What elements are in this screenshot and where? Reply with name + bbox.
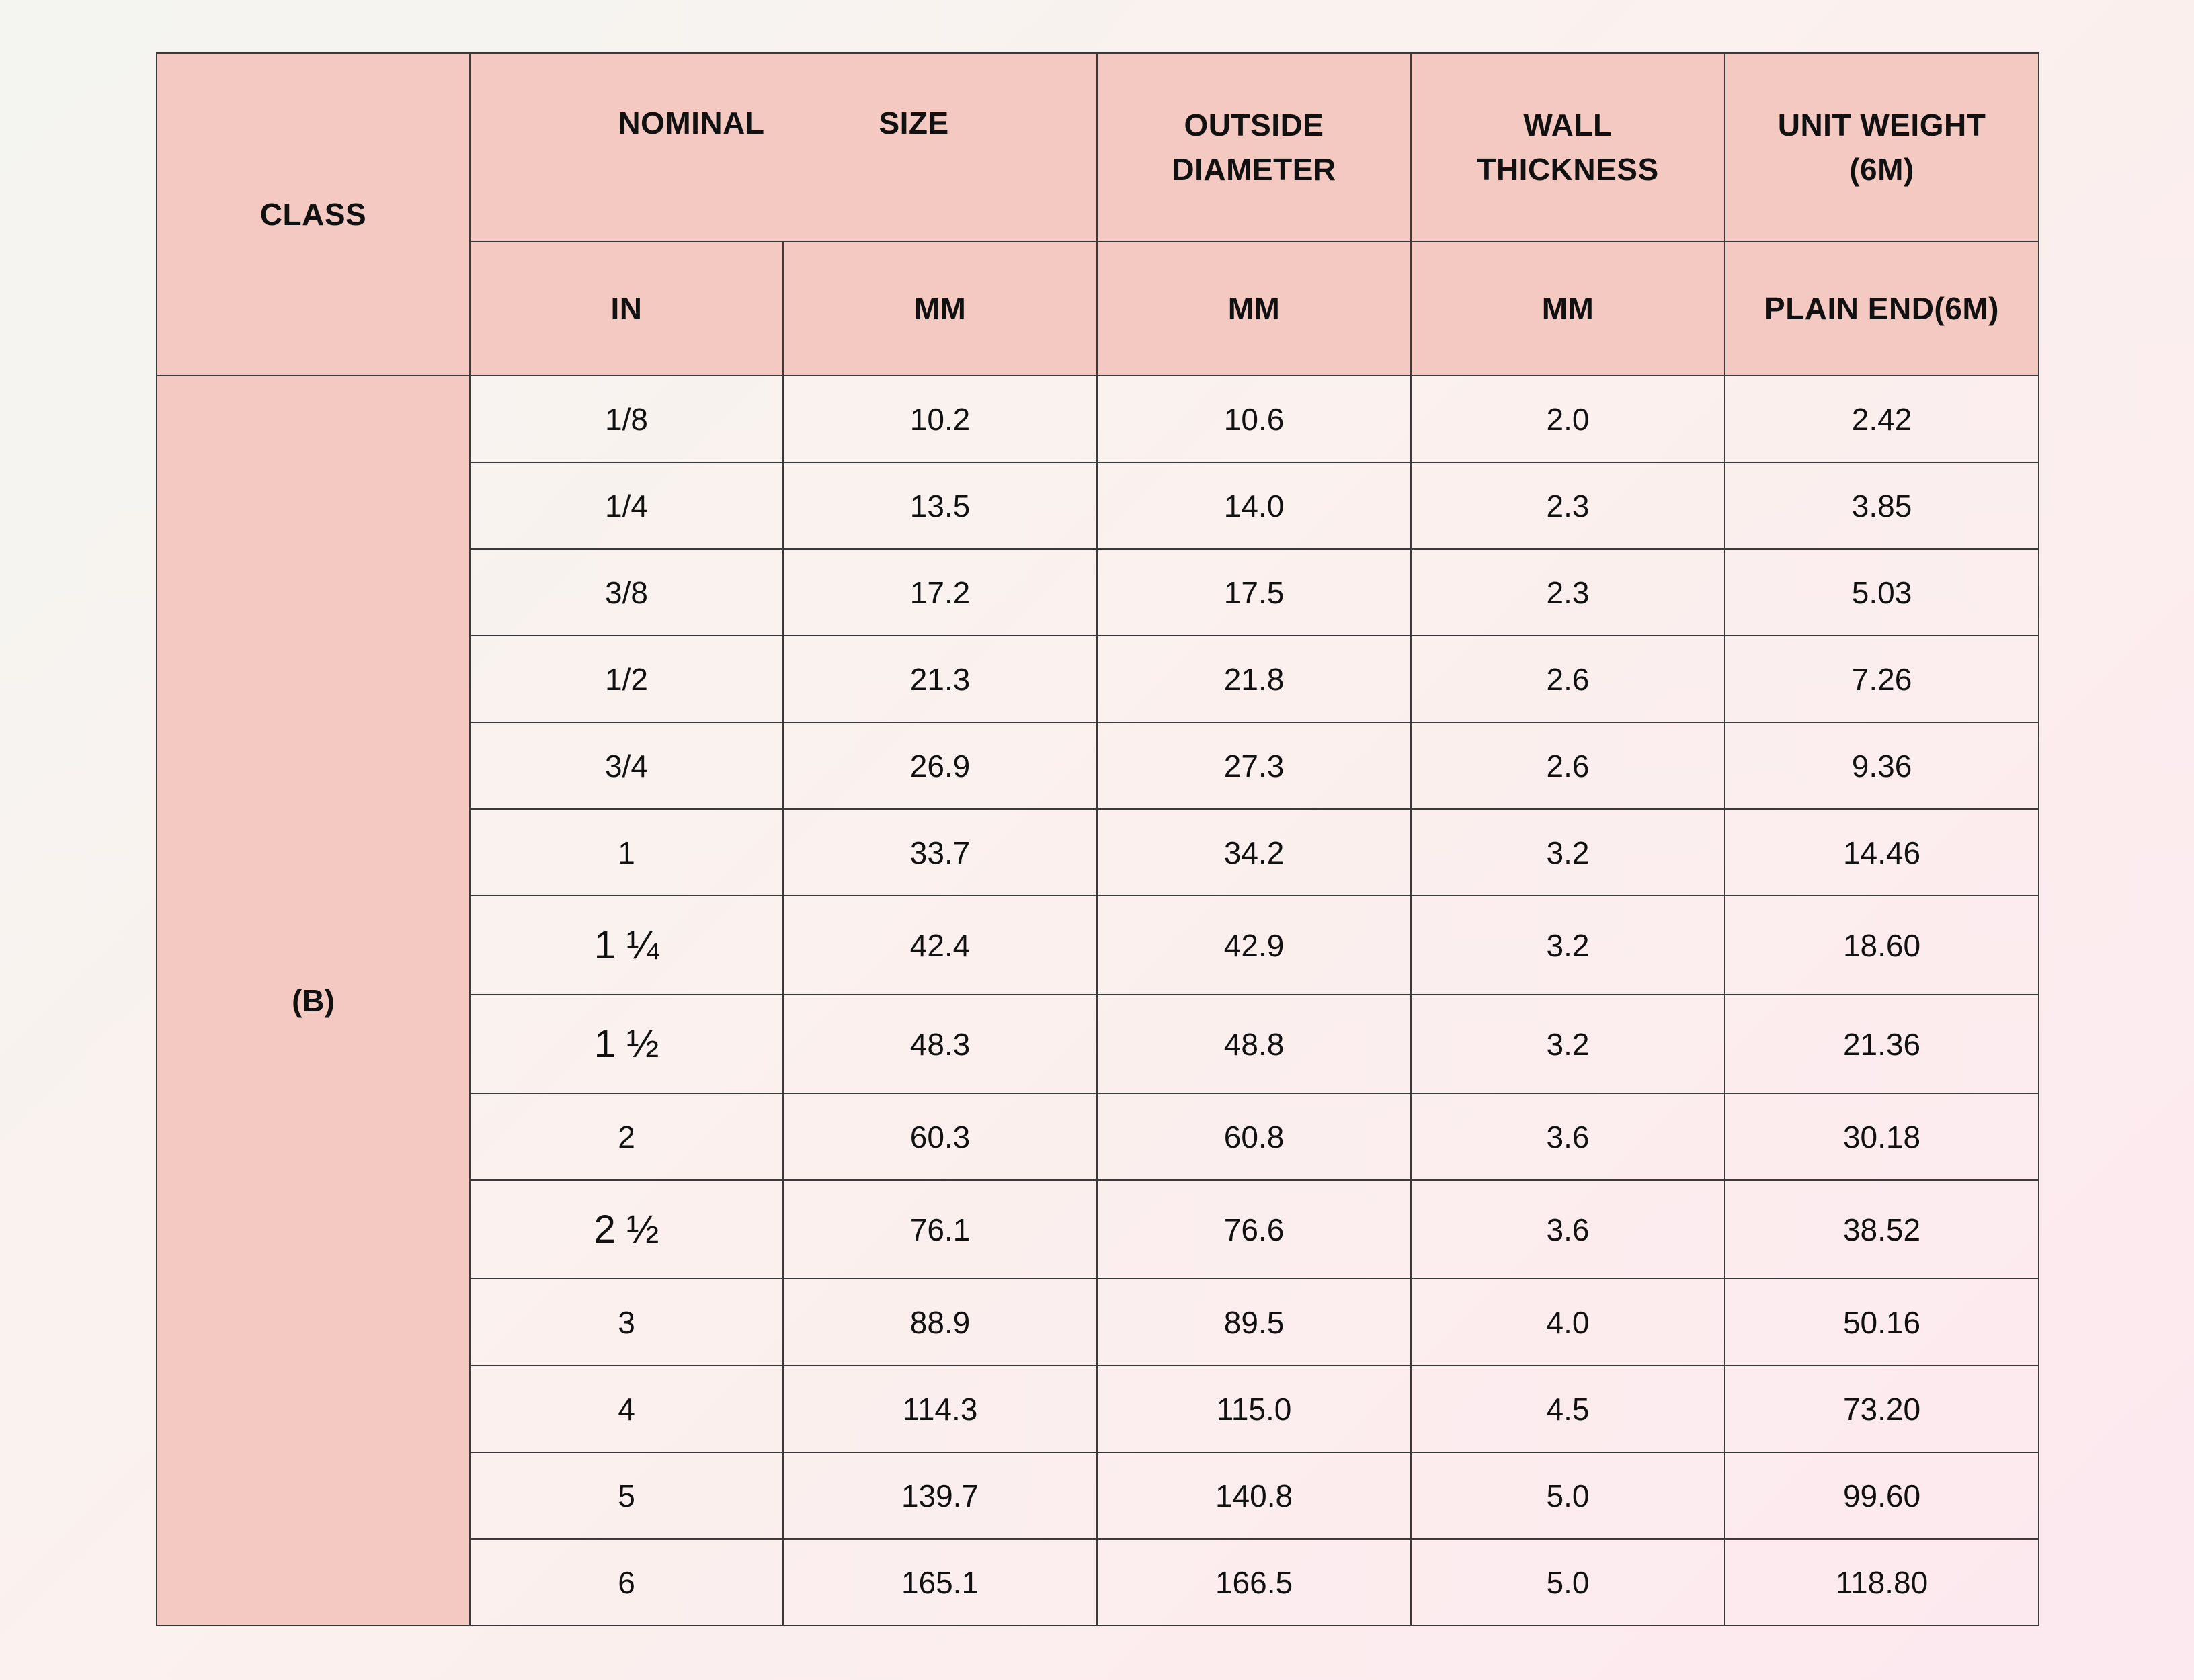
wall-thickness-cell: 3.6	[1411, 1180, 1725, 1279]
outside-diameter-cell: 14.0	[1097, 462, 1411, 549]
sub-header-plain-end: PLAIN END(6M)	[1725, 241, 2039, 376]
unit-weight-cell: 3.85	[1725, 462, 2039, 549]
nominal-mm-cell: 139.7	[783, 1452, 1097, 1539]
nominal-mm-cell: 13.5	[783, 462, 1097, 549]
wall-thickness-cell: 2.6	[1411, 722, 1725, 809]
wall-thickness-header	[1411, 53, 1725, 241]
wall-thickness-cell: 5.0	[1411, 1452, 1725, 1539]
wall-thickness-cell: 2.0	[1411, 376, 1725, 462]
unit-weight-cell: 73.20	[1725, 1366, 2039, 1452]
outside-diameter-cell: 17.5	[1097, 549, 1411, 636]
outside-diameter-cell: 21.8	[1097, 636, 1411, 722]
nominal-in-cell: 6	[470, 1539, 783, 1626]
nominal-in-cell: 1 ½	[470, 995, 783, 1093]
unit-weight-cell: 18.60	[1725, 896, 2039, 995]
nominal-mm-cell: 17.2	[783, 549, 1097, 636]
wall-thickness-line2: THICKNESS	[1477, 152, 1659, 187]
unit-weight-header	[1725, 53, 2039, 241]
nominal-in-cell: 3/8	[470, 549, 783, 636]
nominal-in-cell: 3/4	[470, 722, 783, 809]
class-header	[157, 53, 470, 376]
outside-diameter-cell: 76.6	[1097, 1180, 1411, 1279]
nominal-mm-cell: 42.4	[783, 896, 1097, 995]
nominal-in-cell: 3	[470, 1279, 783, 1366]
nominal-mm-cell: 48.3	[783, 995, 1097, 1093]
nominal-in-cell: 2 ½	[470, 1180, 783, 1279]
wall-thickness-cell: 3.2	[1411, 809, 1725, 896]
outside-diameter-header	[1097, 53, 1411, 241]
outside-diameter-cell: 48.8	[1097, 995, 1411, 1093]
wall-thickness-cell: 2.3	[1411, 549, 1725, 636]
outside-diameter-line1: OUTSIDE	[1184, 108, 1324, 142]
sub-header-in: IN	[470, 241, 783, 376]
wall-thickness-cell: 3.2	[1411, 896, 1725, 995]
sub-header-mm: MM	[783, 241, 1097, 376]
nominal-size-header	[470, 53, 1097, 241]
nominal-in-cell: 1 ¼	[470, 896, 783, 995]
class-value-cell: (B)	[157, 376, 470, 1626]
wall-thickness-cell: 5.0	[1411, 1539, 1725, 1626]
unit-weight-cell: 38.52	[1725, 1180, 2039, 1279]
nominal-in-cell: 1	[470, 809, 783, 896]
outside-diameter-cell: 34.2	[1097, 809, 1411, 896]
wall-thickness-cell: 3.2	[1411, 995, 1725, 1093]
wall-thickness-cell: 4.0	[1411, 1279, 1725, 1366]
pipe-spec-table	[156, 52, 2039, 1626]
nominal-mm-cell: 10.2	[783, 376, 1097, 462]
unit-weight-cell: 14.46	[1725, 809, 2039, 896]
nominal-in-cell: 1/8	[470, 376, 783, 462]
wall-thickness-line1: WALL	[1523, 108, 1613, 142]
unit-weight-cell: 21.36	[1725, 995, 2039, 1093]
unit-weight-line1: UNIT WEIGHT	[1777, 108, 1986, 142]
header-row-main	[157, 53, 2039, 241]
nominal-mm-cell: 26.9	[783, 722, 1097, 809]
outside-diameter-cell: 140.8	[1097, 1452, 1411, 1539]
outside-diameter-line2: DIAMETER	[1172, 152, 1336, 187]
unit-weight-cell: 2.42	[1725, 376, 2039, 462]
sub-header-wall-mm: MM	[1411, 241, 1725, 376]
nominal-mm-cell: 76.1	[783, 1180, 1097, 1279]
outside-diameter-cell: 27.3	[1097, 722, 1411, 809]
unit-weight-cell: 50.16	[1725, 1279, 2039, 1366]
table-row	[157, 376, 2039, 462]
outside-diameter-cell: 89.5	[1097, 1279, 1411, 1366]
outside-diameter-cell: 42.9	[1097, 896, 1411, 995]
nominal-label: NOMINAL	[618, 106, 765, 140]
wall-thickness-cell: 4.5	[1411, 1366, 1725, 1452]
nominal-mm-cell: 21.3	[783, 636, 1097, 722]
unit-weight-cell: 30.18	[1725, 1093, 2039, 1180]
nominal-mm-cell: 165.1	[783, 1539, 1097, 1626]
nominal-mm-cell: 88.9	[783, 1279, 1097, 1366]
nominal-in-cell: 1/4	[470, 462, 783, 549]
unit-weight-cell: 9.36	[1725, 722, 2039, 809]
nominal-mm-cell: 114.3	[783, 1366, 1097, 1452]
wall-thickness-cell: 2.6	[1411, 636, 1725, 722]
nominal-in-cell: 5	[470, 1452, 783, 1539]
sub-header-od-mm: MM	[1097, 241, 1411, 376]
unit-weight-cell: 7.26	[1725, 636, 2039, 722]
unit-weight-cell: 99.60	[1725, 1452, 2039, 1539]
size-label: SIZE	[879, 106, 949, 140]
wall-thickness-cell: 3.6	[1411, 1093, 1725, 1180]
nominal-mm-cell: 33.7	[783, 809, 1097, 896]
nominal-in-cell: 1/2	[470, 636, 783, 722]
nominal-mm-cell: 60.3	[783, 1093, 1097, 1180]
outside-diameter-cell: 166.5	[1097, 1539, 1411, 1626]
outside-diameter-cell: 10.6	[1097, 376, 1411, 462]
nominal-in-cell: 4	[470, 1366, 783, 1452]
unit-weight-cell: 118.80	[1725, 1539, 2039, 1626]
class-header-label: CLASS	[259, 197, 367, 232]
nominal-in-cell: 2	[470, 1093, 783, 1180]
unit-weight-cell: 5.03	[1725, 549, 2039, 636]
outside-diameter-cell: 115.0	[1097, 1366, 1411, 1452]
wall-thickness-cell: 2.3	[1411, 462, 1725, 549]
outside-diameter-cell: 60.8	[1097, 1093, 1411, 1180]
unit-weight-line2: (6M)	[1849, 152, 1914, 187]
